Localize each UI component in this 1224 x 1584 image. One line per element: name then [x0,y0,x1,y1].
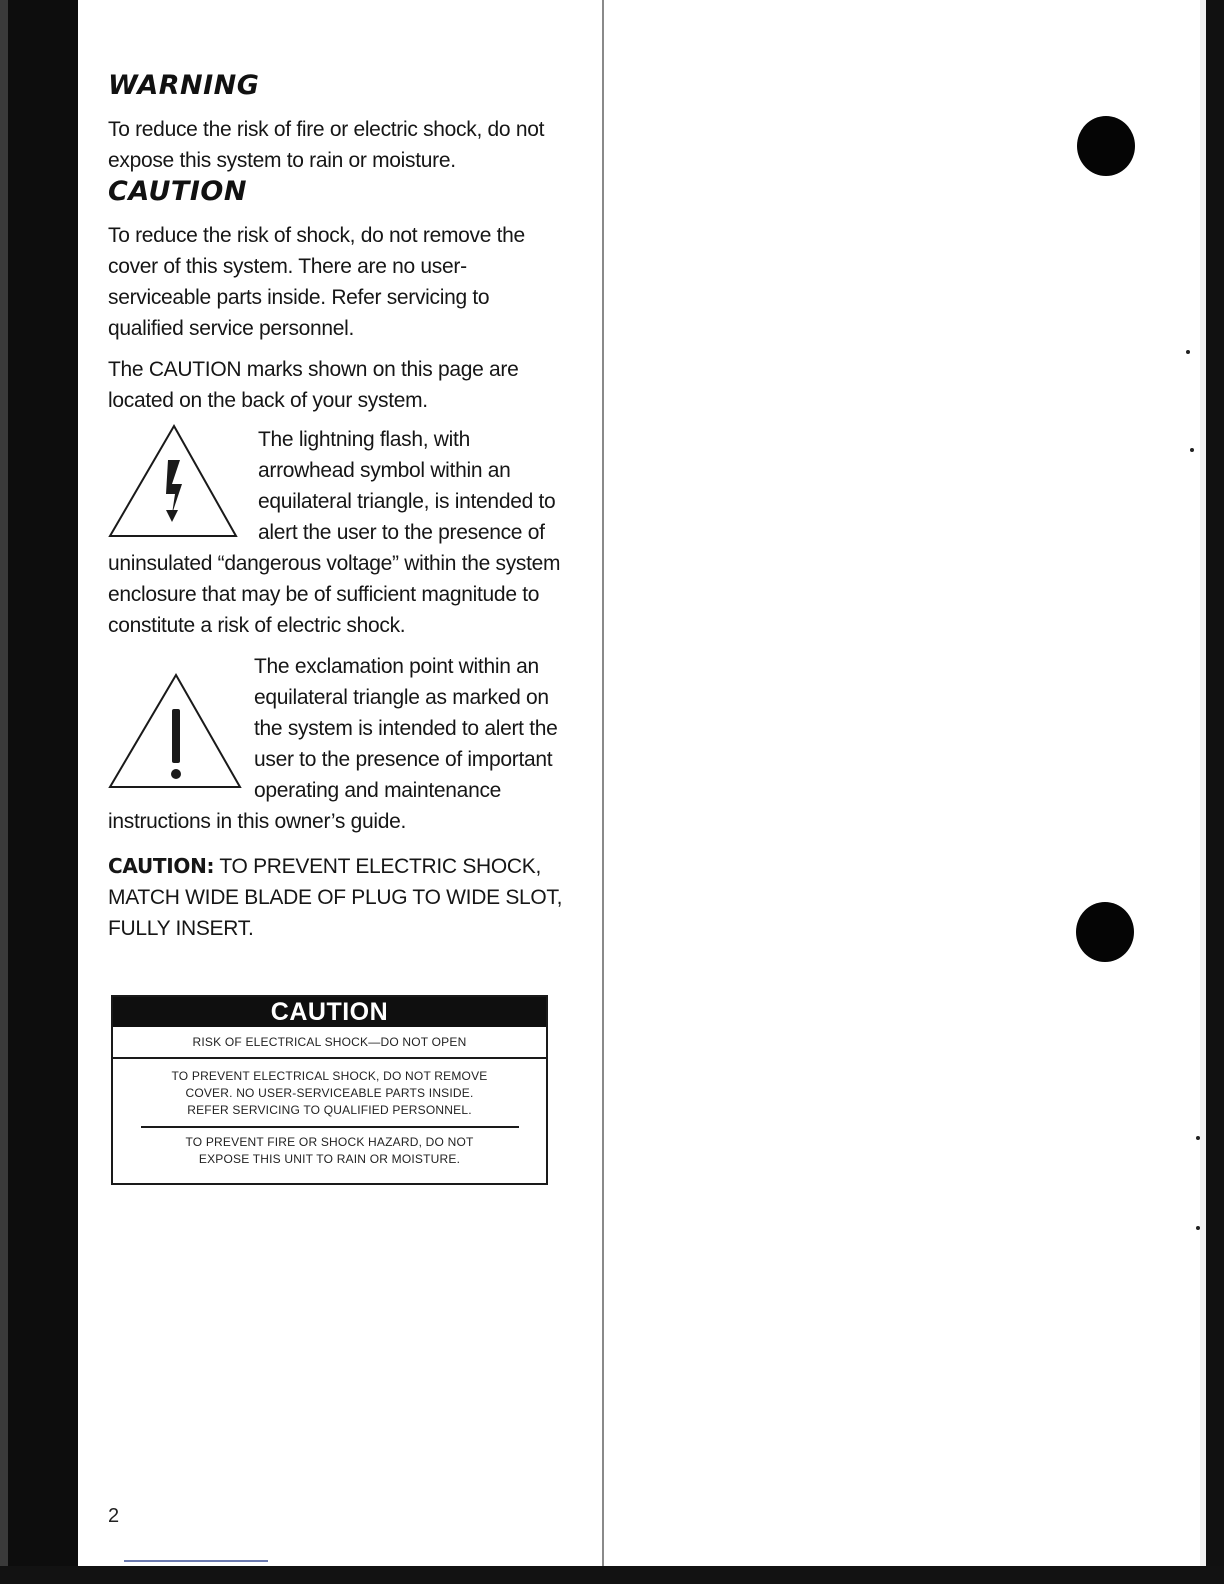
exclamation-description: The exclamation point within an equilateral triangle as marked on the system is intended to alert the user to the presence of important operating and maintenance instructions in this owner’s guide. [108,655,558,833]
exclamation-warning-icon [108,671,244,791]
plug-caution [108,851,568,944]
exclamation-symbol-block [108,651,568,837]
lightning-symbol-block [108,424,568,641]
scan-speck [1196,1136,1200,1140]
binding-edge [0,0,78,1584]
plug-caution-label: CAUTION: [108,854,215,878]
right-scan-edge [1206,0,1224,1584]
lightning-warning-icon [108,422,240,542]
safety-column [108,70,568,944]
page-fold-line [602,0,604,1584]
scan-speck [1186,350,1190,354]
caution-label-line: TO PREVENT ELECTRICAL SHOCK, DO NOT REMOVE [171,1069,488,1083]
punch-hole-top [1077,116,1135,176]
caution-label-box [111,995,548,1185]
caution-label-line: TO PREVENT FIRE OR SHOCK HAZARD, DO NOT [185,1135,474,1149]
caution-marks-text: The CAUTION marks shown on this page are located on the back of your system. [108,358,519,412]
caution-label-divider [141,1126,519,1128]
caution-label-subtitle: RISK OF ELECTRICAL SHOCK—DO NOT OPEN [113,1027,546,1059]
caution-label-title: CAUTION [113,997,546,1027]
caution-text: To reduce the risk of shock, do not remove the cover of this system. There are no user-serviceable parts inside. Refer servicing to qualified service personnel. [108,224,525,340]
caution-label-line: COVER. NO USER-SERVICEABLE PARTS INSIDE. [185,1086,474,1100]
warning-heading: WARNING [108,70,260,101]
caution-label-line: REFER SERVICING TO QUALIFIED PERSONNEL. [187,1103,472,1117]
bottom-scan-edge [0,1566,1224,1584]
binding-edge-shade [0,0,8,1584]
caution-label-body [113,1068,546,1168]
scan-speck [1196,1226,1200,1230]
page-number: 2 [108,1505,120,1527]
scan-speck [1190,448,1194,452]
caution-heading: CAUTION [108,176,247,207]
plug-caution-text: TO PREVENT ELECTRIC SHOCK, MATCH WIDE BLADE OF PLUG TO WIDE SLOT, FULLY INSERT. [108,855,563,940]
warning-text: To reduce the risk of fire or electric shock, do not expose this system to rain or moisture. [108,118,545,172]
punch-hole-bottom [1076,902,1134,962]
lightning-description: The lightning flash, with arrowhead symbol within an equilateral triangle, is intended to alert the user to the presence of uninsulated “dangerous voltage” within the system enclosure that may be of sufficient magnitude to constitute a risk of electric shock. [108,428,561,637]
caution-label-line: EXPOSE THIS UNIT TO RAIN OR MOISTURE. [198,1152,461,1166]
bottom-edge-highlight [124,1560,268,1562]
